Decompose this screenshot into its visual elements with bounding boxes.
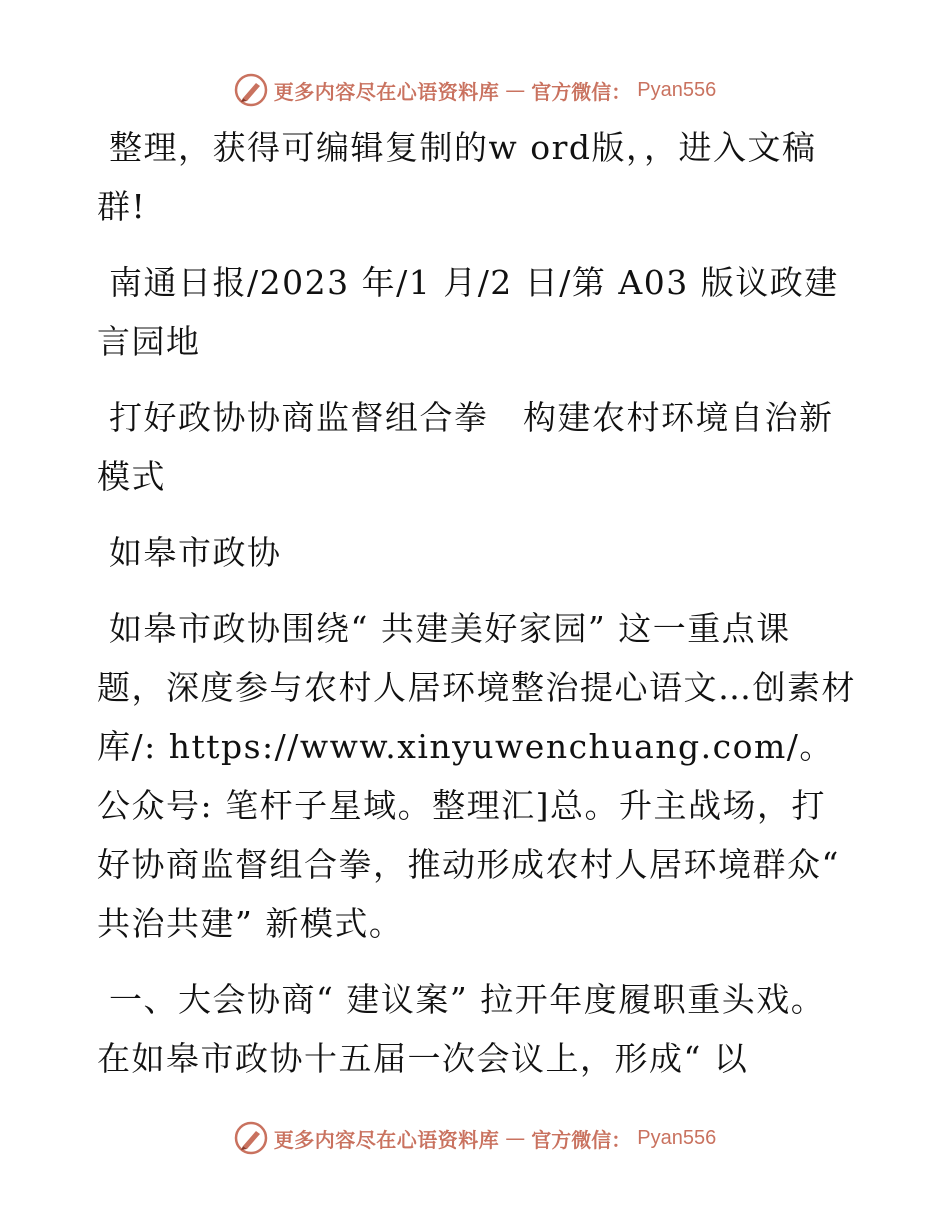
banner-wechat-id: Pyan556 xyxy=(637,78,717,101)
banner-wechat-label: 官方微信： xyxy=(531,79,632,104)
paragraph-intro: 整理，获得可编辑复制的w ord版，，进入文稿群! xyxy=(97,128,817,226)
paragraph-body-1: 如皋市政协围绕“ 共建美好家园” 这一重点课题，深度参与农村人居环境整治提心语文…创素材库/: https://www.xinyuwenchuang.com/。公众号: 笔杆子星域。整理汇]总。升主战场，打好协商监督组合拳，推动形成农村人居环境群众“ 共治共建” 新模式。 xyxy=(97,609,856,943)
footer-banner xyxy=(0,1118,950,1158)
document-body xyxy=(97,118,857,1105)
banner-separator: — xyxy=(505,1126,526,1150)
pen-logo-icon xyxy=(234,73,268,107)
banner-brand: 更多内容尽在心语资料库 xyxy=(273,79,500,104)
pen-logo-icon xyxy=(234,1121,268,1155)
article-author: 如皋市政协 xyxy=(109,533,282,572)
banner-brand: 更多内容尽在心语资料库 xyxy=(273,1127,500,1152)
paragraph-body-2: 一、大会协商“ 建议案” 拉开年度履职重头戏。在如皋市政协十五届一次会议上，形成“ 以 xyxy=(97,980,826,1078)
article-title: 打好政协协商监督组合拳 构建农村环境自治新模式 xyxy=(97,398,834,496)
banner-wechat-id: Pyan556 xyxy=(637,1126,717,1149)
banner-separator: — xyxy=(505,78,526,102)
paragraph-source: 南通日报/2023 年/1 月/2 日/第 A03 版议政建言园地 xyxy=(97,263,839,361)
header-banner xyxy=(0,70,950,110)
banner-wechat-label: 官方微信： xyxy=(531,1127,632,1152)
